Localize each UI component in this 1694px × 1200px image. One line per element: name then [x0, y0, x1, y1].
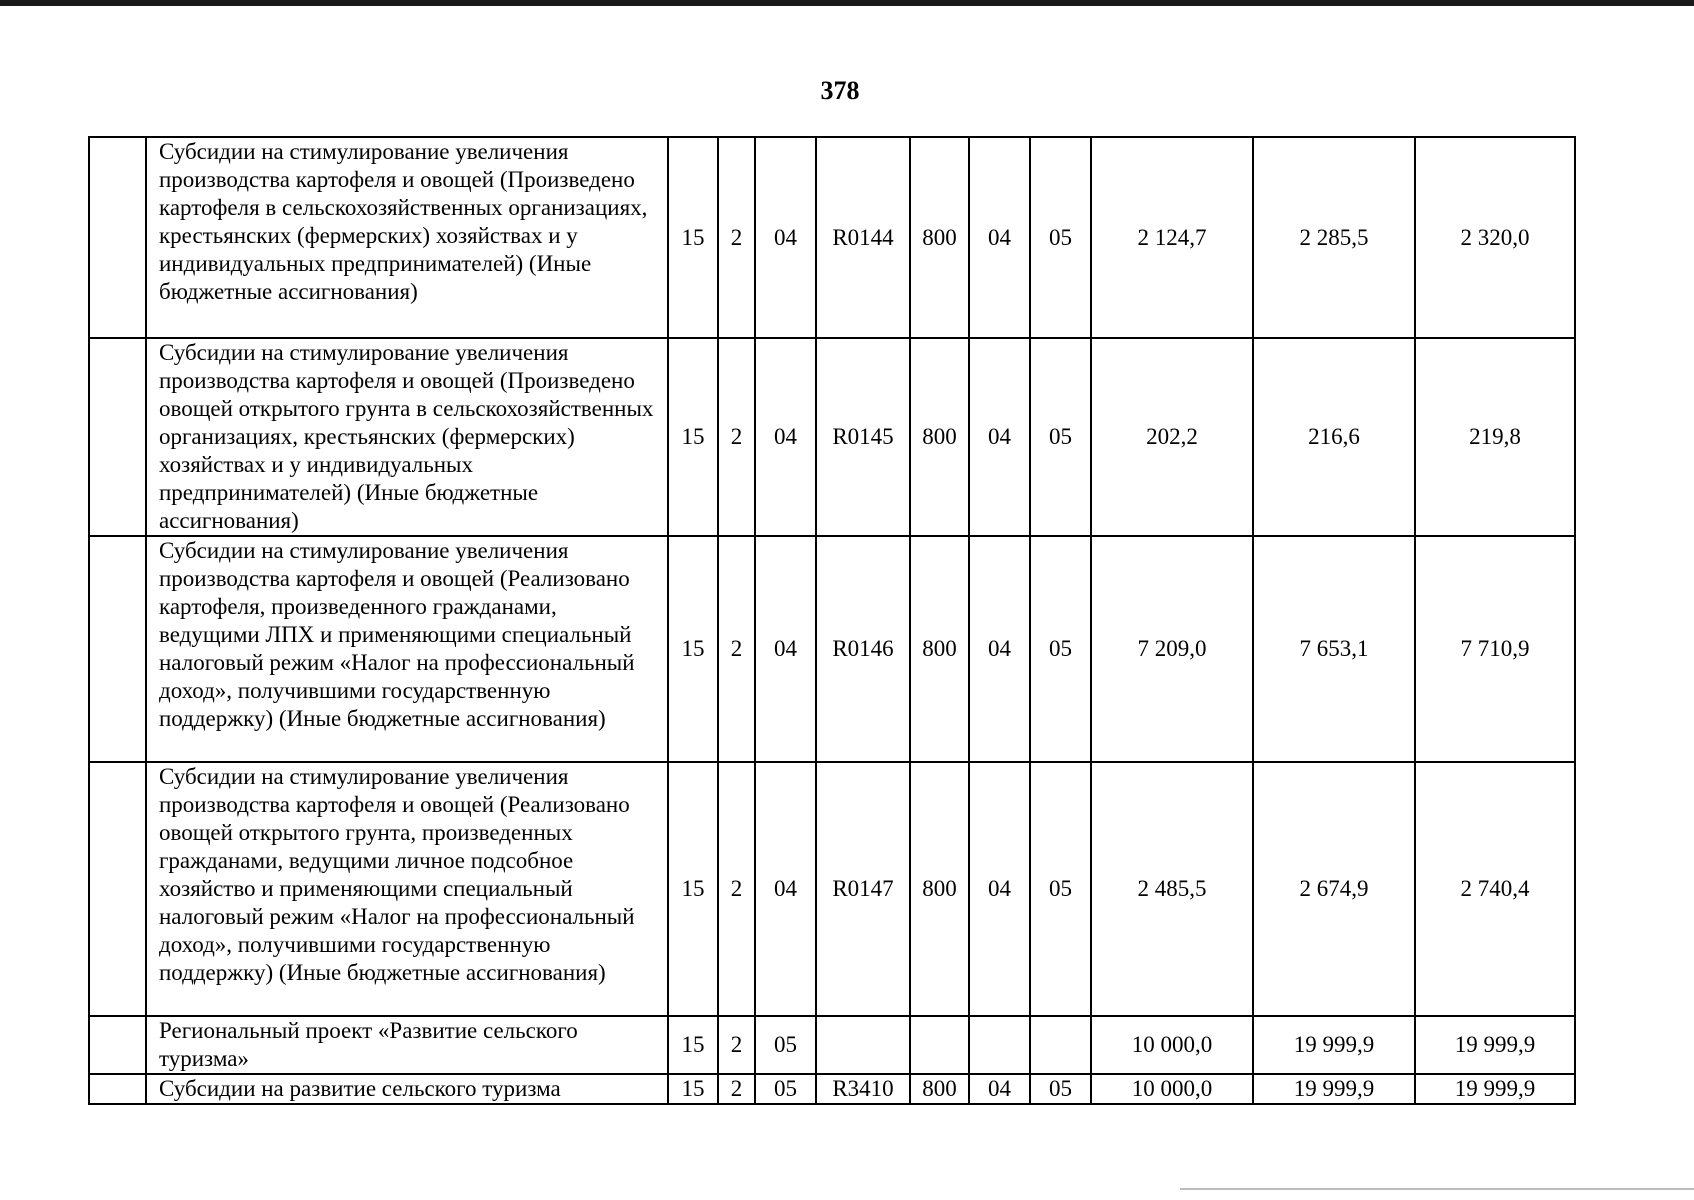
table-row: [89, 762, 1575, 1016]
subsection-cell: 05: [1030, 338, 1091, 536]
code-cell: 15: [668, 1016, 718, 1074]
table-row: [89, 137, 1575, 338]
amount-year3-cell: 2 320,0: [1415, 137, 1575, 338]
page-number: 378: [820, 76, 860, 105]
section-cell: 04: [969, 1074, 1030, 1104]
expense-type-cell: 800: [910, 1074, 969, 1104]
code-cell: 04: [755, 137, 816, 338]
section-cell: 04: [969, 338, 1030, 536]
amount-year3-cell: 19 999,9: [1415, 1074, 1575, 1104]
subsection-cell: [1030, 1016, 1091, 1074]
expense-type-cell: 800: [910, 137, 969, 338]
table-row: [89, 338, 1575, 536]
target-code-cell: [816, 1016, 910, 1074]
amount-year2-cell: 216,6: [1253, 338, 1415, 536]
code-cell: 04: [755, 762, 816, 1016]
amount-year2-cell: 19 999,9: [1253, 1016, 1415, 1074]
code-cell: 04: [755, 536, 816, 762]
code-cell: 2: [718, 1074, 755, 1104]
amount-year1-cell: 202,2: [1091, 338, 1253, 536]
expense-type-cell: 800: [910, 536, 969, 762]
code-cell: 15: [668, 137, 718, 338]
expense-type-cell: [910, 1016, 969, 1074]
target-code-cell: R0146: [816, 536, 910, 762]
table-row: [89, 536, 1575, 762]
amount-year1-cell: 2 124,7: [1091, 137, 1253, 338]
description-cell: Субсидии на стимулирование увеличения производства картофеля и овощей (Реализовано картофеля, произведенного гражданами, ведущими ЛПХ и применяющими специальный налоговый режим «Налог на профессиональный доход», получившими государственную поддержку) (Иные бюджетные ассигнования): [146, 536, 668, 762]
amount-year3-cell: 7 710,9: [1415, 536, 1575, 762]
amount-year3-cell: 219,8: [1415, 338, 1575, 536]
row-number-cell: [89, 137, 146, 338]
amount-year1-cell: 2 485,5: [1091, 762, 1253, 1016]
amount-year2-cell: 2 674,9: [1253, 762, 1415, 1016]
code-cell: 04: [755, 338, 816, 536]
code-cell: 05: [755, 1074, 816, 1104]
row-number-cell: [89, 1016, 146, 1074]
code-cell: 2: [718, 137, 755, 338]
subsection-cell: 05: [1030, 137, 1091, 338]
amount-year1-cell: 7 209,0: [1091, 536, 1253, 762]
amount-year2-cell: 19 999,9: [1253, 1074, 1415, 1104]
description-cell: Субсидии на стимулирование увеличения производства картофеля и овощей (Реализовано овощей открытого грунта, произведенных гражданами, ведущими личное подсобное хозяйство и применяющими специальный налоговый режим «Налог на профессиональный доход», получившими государственную поддержку) (Иные бюджетные ассигнования): [146, 762, 668, 1016]
table-row: [89, 1074, 1575, 1104]
subsection-cell: 05: [1030, 1074, 1091, 1104]
code-cell: 15: [668, 762, 718, 1016]
subsection-cell: 05: [1030, 762, 1091, 1016]
target-code-cell: R0147: [816, 762, 910, 1016]
expense-type-cell: 800: [910, 762, 969, 1016]
amount-year1-cell: 10 000,0: [1091, 1016, 1253, 1074]
description-cell: Субсидии на стимулирование увеличения производства картофеля и овощей (Произведено овощей открытого грунта в сельскохозяйственных организациях, крестьянских (фермерских) хозяйствах и у индивидуальных предпринимателей) (Иные бюджетные ассигнования): [146, 338, 668, 536]
code-cell: 2: [718, 536, 755, 762]
bottom-edge-rule: [1180, 1188, 1694, 1190]
top-edge-rule: [0, 0, 1694, 6]
expense-type-cell: 800: [910, 338, 969, 536]
code-cell: 15: [668, 338, 718, 536]
section-cell: 04: [969, 762, 1030, 1016]
description-cell: Субсидии на развитие сельского туризма: [146, 1074, 668, 1104]
row-number-cell: [89, 338, 146, 536]
amount-year2-cell: 2 285,5: [1253, 137, 1415, 338]
code-cell: 15: [668, 536, 718, 762]
section-cell: 04: [969, 137, 1030, 338]
row-number-cell: [89, 762, 146, 1016]
row-number-cell: [89, 536, 146, 762]
target-code-cell: R3410: [816, 1074, 910, 1104]
target-code-cell: R0145: [816, 338, 910, 536]
amount-year3-cell: 2 740,4: [1415, 762, 1575, 1016]
budget-table: [88, 136, 1576, 1105]
section-cell: [969, 1016, 1030, 1074]
table-row: [89, 1016, 1575, 1074]
description-cell: Региональный проект «Развитие сельского туризма»: [146, 1016, 668, 1074]
code-cell: 05: [755, 1016, 816, 1074]
subsection-cell: 05: [1030, 536, 1091, 762]
description-cell: Субсидии на стимулирование увеличения производства картофеля и овощей (Произведено картофеля в сельскохозяйственных организациях, крестьянских (фермерских) хозяйствах и у индивидуальных предпринимателей) (Иные бюджетные ассигнования): [146, 137, 668, 338]
target-code-cell: R0144: [816, 137, 910, 338]
code-cell: 2: [718, 762, 755, 1016]
amount-year3-cell: 19 999,9: [1415, 1016, 1575, 1074]
code-cell: 2: [718, 338, 755, 536]
section-cell: 04: [969, 536, 1030, 762]
code-cell: 15: [668, 1074, 718, 1104]
code-cell: 2: [718, 1016, 755, 1074]
amount-year2-cell: 7 653,1: [1253, 536, 1415, 762]
row-number-cell: [89, 1074, 146, 1104]
amount-year1-cell: 10 000,0: [1091, 1074, 1253, 1104]
